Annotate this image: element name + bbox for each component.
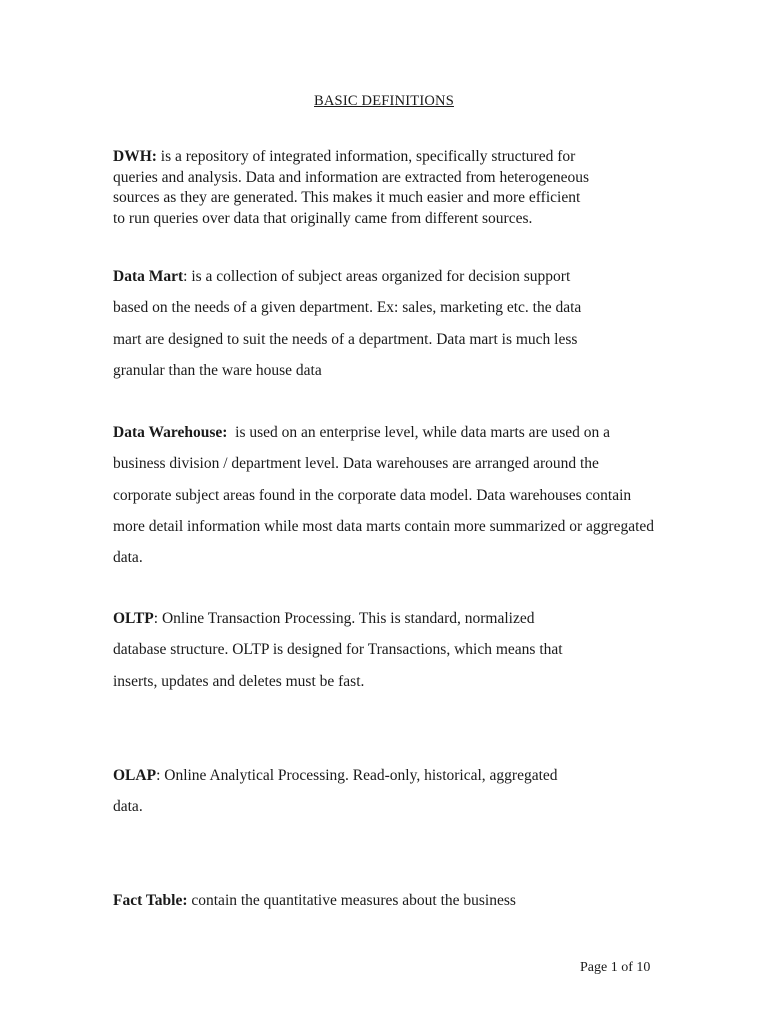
definition-line: more detail information while most data marts contain more summarized or aggregated xyxy=(113,517,655,535)
definition-line: to run queries over data that originally came from different sources. xyxy=(113,210,533,228)
definition-term: Fact Table: xyxy=(113,892,188,909)
definition-data-warehouse xyxy=(113,417,654,573)
definition-text: : Online Transaction Processing. This is standard, normalized xyxy=(153,610,535,627)
definition-line xyxy=(113,760,558,791)
definition-line xyxy=(113,885,516,916)
definition-line: inserts, updates and deletes must be fast. xyxy=(113,672,365,690)
page-title: BASIC DEFINITIONS xyxy=(314,93,454,109)
page-number: Page 1 of 10 xyxy=(580,960,651,975)
definition-term: Data Warehouse: xyxy=(113,424,228,441)
definition-data-mart xyxy=(113,261,581,386)
definition-line: business division / department level. Data warehouses are arranged around the xyxy=(113,455,599,473)
definition-olap xyxy=(113,760,558,823)
definition-line: data. xyxy=(113,549,143,567)
definition-line xyxy=(113,147,589,168)
definition-line: granular than the ware house data xyxy=(113,361,322,379)
definition-term: DWH: xyxy=(113,148,157,165)
definition-line: queries and analysis. Data and information are extracted from heterogeneous xyxy=(113,168,590,186)
definition-line xyxy=(113,261,581,292)
definition-line: sources as they are generated. This makes it much easier and more efficient xyxy=(113,189,581,207)
definition-oltp xyxy=(113,603,563,697)
definition-term: Data Mart xyxy=(113,268,184,285)
definition-line xyxy=(113,603,563,634)
definition-dwh xyxy=(113,147,589,230)
definition-term: OLTP xyxy=(113,610,154,627)
definition-text: is a repository of integrated information, specifically structured for xyxy=(156,148,576,165)
definition-text: : is a collection of subject areas organized for decision support xyxy=(183,268,571,285)
definition-line: mart are designed to suit the needs of a department. Data mart is much less xyxy=(113,330,578,348)
definition-text: is used on an enterprise level, while data marts are used on a xyxy=(227,424,611,441)
definition-line: corporate subject areas found in the corporate data model. Data warehouses contain xyxy=(113,486,632,504)
definition-line: data. xyxy=(113,798,143,816)
definition-term: OLAP xyxy=(113,767,157,784)
definition-line: database structure. OLTP is designed for Transactions, which means that xyxy=(113,641,563,659)
definition-fact-table xyxy=(113,885,516,916)
definition-text: contain the quantitative measures about the business xyxy=(187,892,516,909)
definition-line xyxy=(113,417,654,448)
definition-line: based on the needs of a given department. Ex: sales, marketing etc. the data xyxy=(113,299,582,317)
definition-text: : Online Analytical Processing. Read-only, historical, aggregated xyxy=(156,767,558,784)
